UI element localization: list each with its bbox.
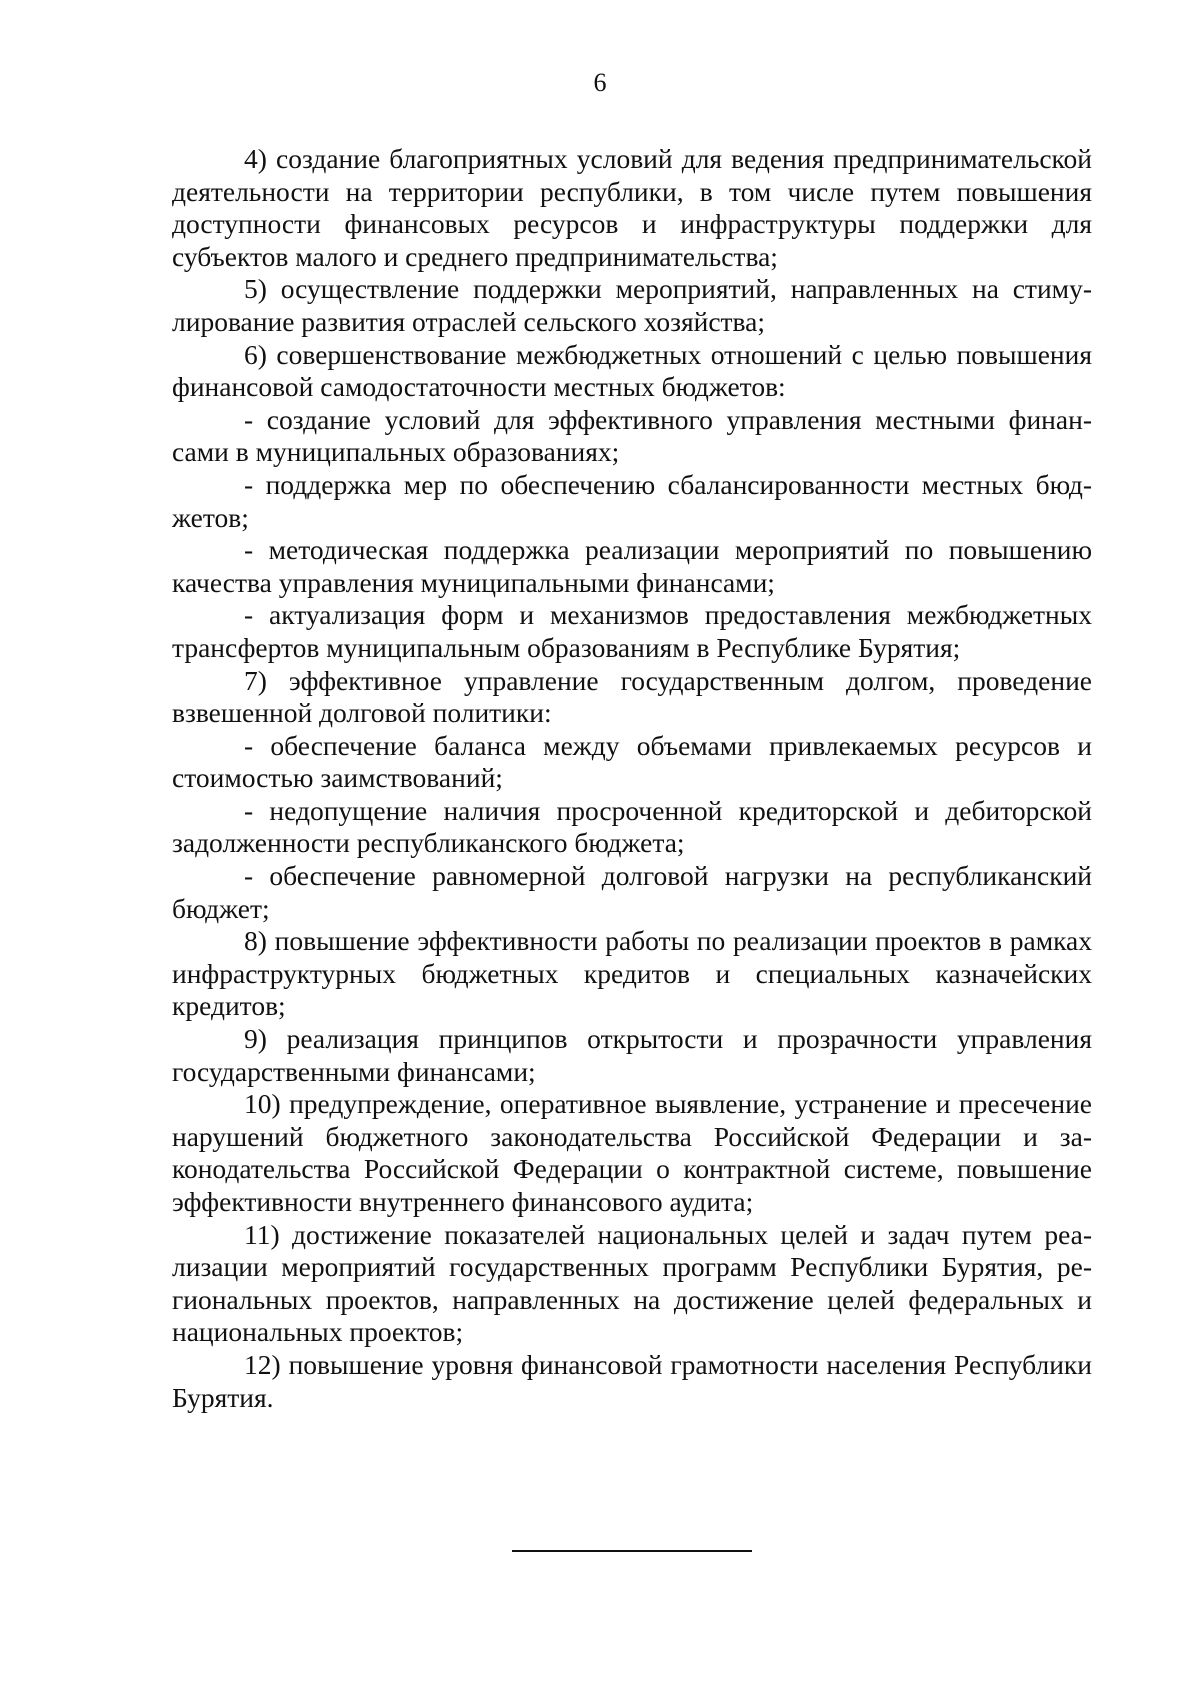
sub-item-7-2: - недопущение наличия просроченной кредиторской и дебиторской задолженности республиканского бюджета; xyxy=(172,794,1092,859)
sub-item-6-2: - поддержка мер по обеспечению сбалансированности местных бюджетов; xyxy=(172,468,1092,533)
sub-item-6-4: - актуализация форм и механизмов предоставления межбюджетных трансфертов муниципальным образованиям в Республике Бурятия; xyxy=(172,599,1092,663)
sub-item-7-3: - обеспечение равномерной долговой нагрузки на республиканский бюджет; xyxy=(172,860,1092,924)
sub-item-7-1: - обеспечение баланса между объемами привлекаемых ресурсов и стоимостью заимствований; xyxy=(172,729,1092,794)
end-divider xyxy=(512,1550,752,1552)
list-item-6: 6) совершенствование межбюджетных отношений с целью повышения финансовой самодостаточности местных бюджетов: xyxy=(172,338,1092,403)
list-item-10: 10) предупреждение, оперативное выявление, устранение и пресечение нарушений бюджетного законодательства Российской Федерации и законодательства Российской Федерации о контрактной системе, повышение эффективности внутреннего финансового аудита; xyxy=(172,1088,1092,1217)
list-item-11: 11) достижение показателей национальных целей и задач путем реализации мероприятий государственных программ Республики Бурятия, региональных проектов, направленных на достижение целей федеральных и национальных проектов; xyxy=(172,1218,1092,1348)
list-item-12: 12) повышение уровня финансовой грамотности населения Республики Бурятия. xyxy=(172,1348,1092,1413)
list-item-4: 4) создание благоприятных условий для ведения предпринимательской деятельности на территории республики, в том числе путем повышения доступности финансовых ресурсов и инфраструктуры поддержки для субъектов малого и среднего предпринимательства; xyxy=(172,143,1092,272)
list-item-5: 5) осуществление поддержки мероприятий, направленных на стимулирование развития отраслей сельского хозяйства; xyxy=(172,273,1092,337)
document-body xyxy=(172,143,1092,1414)
list-item-9: 9) реализация принципов открытости и прозрачности управления государственными финансами; xyxy=(172,1023,1092,1087)
list-item-7: 7) эффективное управление государственным долгом, проведение взвешенной долговой политики: xyxy=(172,664,1092,729)
page-number: 6 xyxy=(593,68,607,97)
sub-item-6-1: - создание условий для эффективного управления местными финансами в муниципальных образованиях; xyxy=(172,403,1092,468)
list-item-8: 8) повышение эффективности работы по реализации проектов в рамках инфраструктурных бюджетных кредитов и специальных казначейских кредитов; xyxy=(172,925,1092,1022)
sub-item-6-3: - методическая поддержка реализации мероприятий по повышению качества управления муниципальными финансами; xyxy=(172,534,1092,598)
